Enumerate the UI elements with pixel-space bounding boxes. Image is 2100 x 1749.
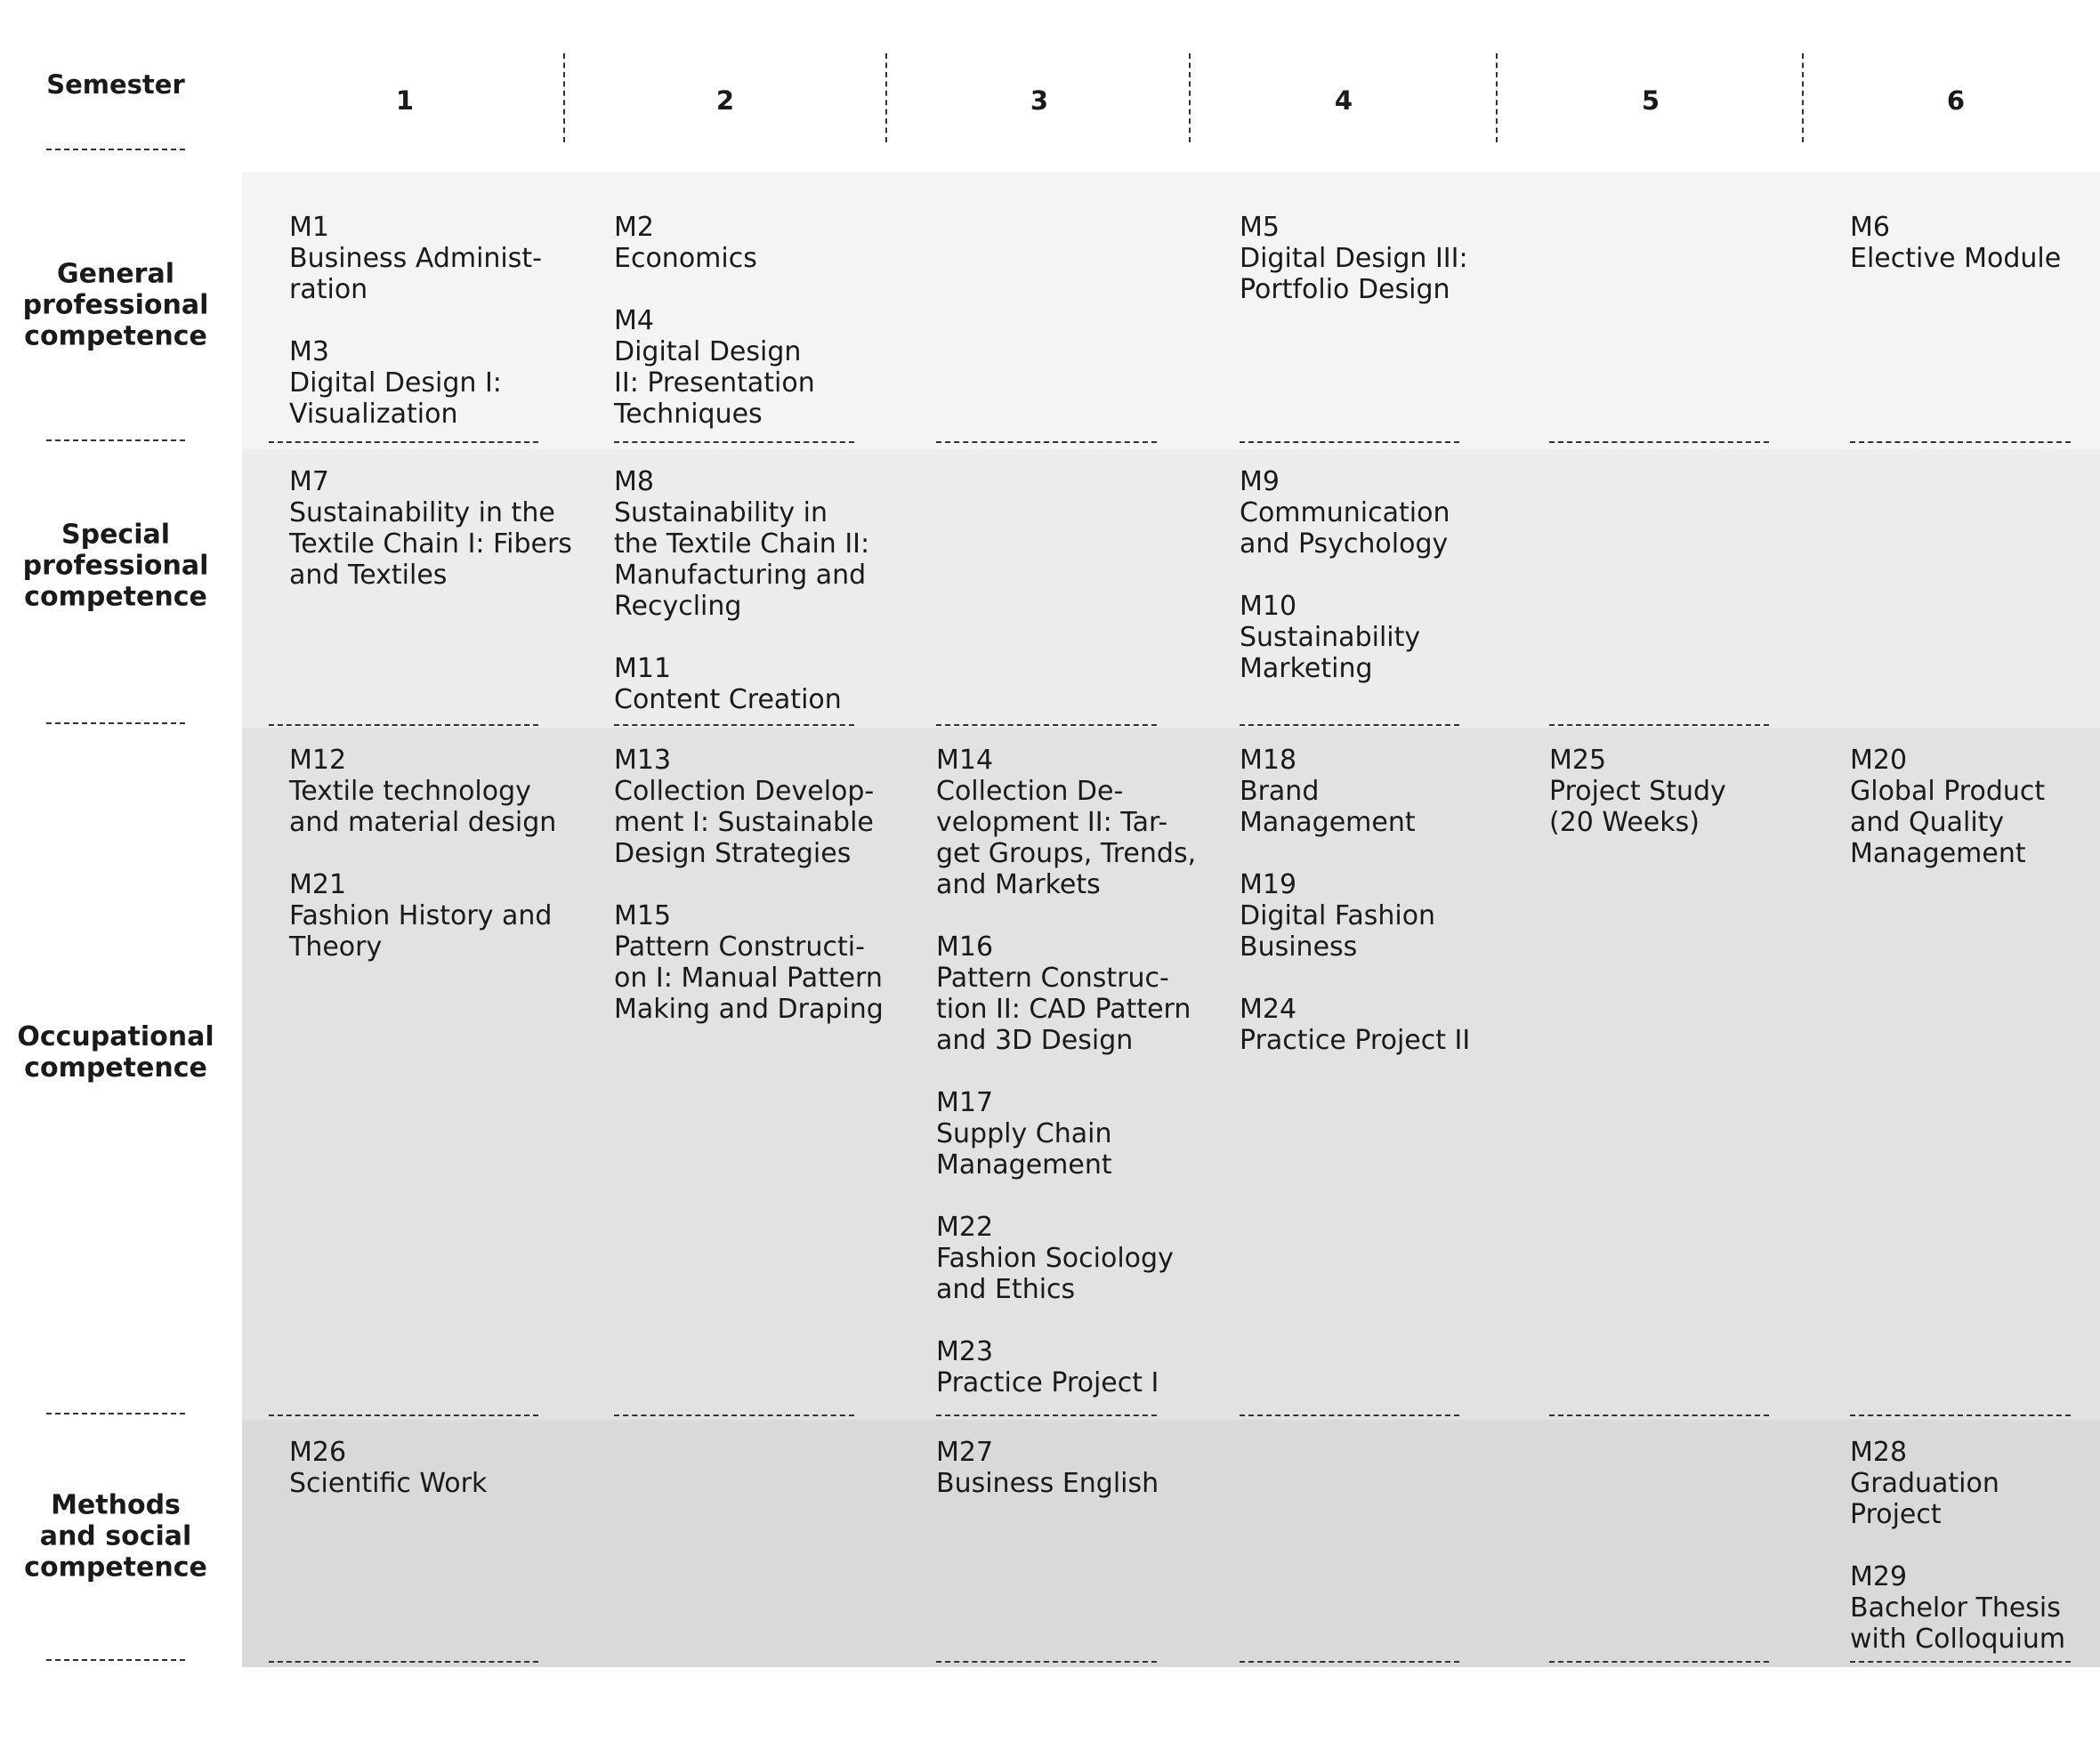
module-entry — [1240, 591, 1450, 684]
module-entry — [289, 1437, 487, 1499]
module-entry — [614, 745, 884, 869]
module-title: Elective Module — [1850, 243, 2062, 274]
module-title: Economics — [614, 243, 757, 274]
module-cell — [1240, 466, 1450, 684]
module-entry — [936, 1087, 1196, 1181]
divider — [46, 1413, 185, 1415]
module-title: Pattern Constructi- on I: Manual Pattern Making and Draping — [614, 931, 884, 1025]
divider — [1240, 1415, 1459, 1416]
divider — [1240, 1661, 1459, 1663]
module-entry — [289, 745, 556, 838]
module-title: Business English — [936, 1468, 1159, 1499]
divider — [936, 1415, 1157, 1416]
row-label: Occupational competence — [17, 1021, 214, 1084]
row-label: Methods and social competence — [24, 1489, 207, 1584]
column-divider — [1802, 53, 1804, 142]
module-title: Sustainability Marketing — [1240, 622, 1421, 684]
module-title: Digital Design III: Portfolio Design — [1240, 243, 1468, 305]
semester-number: 6 — [1946, 85, 1966, 116]
module-entry — [614, 900, 884, 1025]
module-entry — [1240, 212, 1468, 305]
module-code: M11 — [614, 653, 672, 684]
module-code: M13 — [614, 745, 672, 776]
divider — [1240, 441, 1459, 443]
divider — [1549, 1661, 1769, 1663]
module-cell — [614, 212, 815, 430]
module-entry — [936, 745, 1196, 900]
module-cell — [936, 1437, 1159, 1499]
module-code: M23 — [936, 1336, 994, 1367]
module-title: Fashion History and Theory — [289, 900, 553, 963]
module-title: Textile technology and material design — [289, 776, 557, 838]
divider — [46, 149, 185, 150]
semester-number: 2 — [715, 85, 735, 116]
semester-number: 4 — [1334, 85, 1353, 116]
module-entry — [1240, 745, 1470, 838]
module-entry — [1549, 745, 1726, 838]
divider — [1850, 441, 2071, 443]
module-code: M24 — [1240, 994, 1297, 1025]
row-background — [242, 1420, 2100, 1667]
module-entry — [614, 653, 869, 715]
module-code: M29 — [1850, 1561, 1908, 1592]
module-code: M16 — [936, 931, 994, 963]
module-code: M12 — [289, 745, 347, 776]
divider — [1549, 1415, 1769, 1416]
module-title: Sustainability in the Textile Chain I: Fibers and Textiles — [289, 497, 572, 591]
module-cell — [1240, 745, 1470, 1056]
module-cell — [1549, 745, 1726, 838]
module-title: Project Study (20 Weeks) — [1549, 776, 1726, 838]
module-code: M18 — [1240, 745, 1297, 776]
divider — [1240, 724, 1459, 726]
module-title: Digital Fashion Business — [1240, 900, 1436, 963]
module-code: M17 — [936, 1087, 994, 1118]
module-entry — [936, 1336, 1196, 1398]
module-cell — [289, 212, 542, 430]
module-title: Communication and Psychology — [1240, 497, 1450, 560]
module-title: Practice Project II — [1240, 1025, 1471, 1056]
module-code: M1 — [289, 212, 329, 243]
module-title: Graduation Project — [1850, 1468, 1999, 1530]
module-entry — [936, 1212, 1196, 1305]
module-title: Business Administ- ration — [289, 243, 542, 305]
module-code: M26 — [289, 1437, 347, 1468]
module-code: M10 — [1240, 591, 1297, 622]
module-entry — [614, 305, 815, 430]
module-code: M2 — [614, 212, 654, 243]
module-entry — [289, 212, 542, 305]
module-title: Global Product and Quality Management — [1850, 776, 2046, 869]
module-entry — [1240, 466, 1450, 560]
module-cell — [1850, 745, 2045, 869]
module-title: Collection De- velopment II: Tar- get Groups, Trends, and Markets — [936, 776, 1197, 900]
module-title: Sustainability in the Textile Chain II: Manufacturing and Recycling — [614, 497, 870, 622]
module-entry — [1850, 1561, 2065, 1655]
module-code: M21 — [289, 869, 347, 900]
module-code: M9 — [1240, 466, 1280, 497]
module-code: M6 — [1850, 212, 1890, 243]
module-code: M28 — [1850, 1437, 1908, 1468]
module-title: Pattern Construc- tion II: CAD Pattern and 3D Design — [936, 963, 1191, 1056]
module-code: M3 — [289, 336, 329, 367]
module-code: M25 — [1549, 745, 1607, 776]
divider — [1850, 1661, 2071, 1663]
module-title: Fashion Sociology and Ethics — [936, 1243, 1174, 1305]
module-code: M19 — [1240, 869, 1297, 900]
module-cell — [614, 466, 869, 715]
module-code: M5 — [1240, 212, 1280, 243]
module-code: M27 — [936, 1437, 994, 1468]
module-entry — [936, 931, 1196, 1056]
module-entry — [1850, 1437, 2065, 1530]
module-code: M14 — [936, 745, 994, 776]
module-code: M20 — [1850, 745, 1908, 776]
module-code: M22 — [936, 1212, 994, 1243]
divider — [1850, 1415, 2071, 1416]
column-divider — [563, 53, 565, 142]
module-title: Content Creation — [614, 684, 842, 715]
divider — [1549, 441, 1769, 443]
semester-number: 3 — [1030, 85, 1049, 116]
semester-number: 1 — [395, 85, 415, 116]
module-code: M4 — [614, 305, 654, 336]
module-cell — [1850, 1437, 2065, 1655]
module-entry — [614, 212, 815, 274]
module-cell — [614, 745, 884, 1025]
module-entry — [1240, 994, 1470, 1056]
semester-header: Semester — [46, 69, 185, 100]
module-title: Brand Management — [1240, 776, 1416, 838]
divider — [46, 1659, 185, 1661]
column-divider — [1496, 53, 1498, 142]
module-entry — [289, 336, 542, 430]
module-entry — [1240, 869, 1470, 963]
module-code: M15 — [614, 900, 672, 931]
module-title: Digital Design II: Presentation Techniques — [614, 336, 815, 430]
column-divider — [885, 53, 887, 142]
semester-number: 5 — [1641, 85, 1660, 116]
column-divider — [1189, 53, 1191, 142]
module-entry — [1850, 745, 2045, 869]
module-entry — [614, 466, 869, 622]
divider — [46, 439, 185, 441]
module-cell — [289, 466, 572, 591]
module-entry — [289, 466, 572, 591]
module-title: Practice Project I — [936, 1367, 1159, 1398]
divider — [614, 724, 854, 726]
module-code: M7 — [289, 466, 329, 497]
module-cell — [936, 745, 1196, 1398]
divider — [46, 722, 185, 724]
divider — [936, 724, 1157, 726]
row-label: Special professional competence — [22, 519, 209, 613]
row-label: General professional competence — [22, 258, 209, 352]
divider — [936, 441, 1157, 443]
module-title: Collection Develop- ment I: Sustainable Design Strategies — [614, 776, 875, 869]
divider — [269, 441, 538, 443]
divider — [936, 1661, 1157, 1663]
divider — [269, 1661, 538, 1663]
divider — [269, 724, 538, 726]
divider — [614, 441, 854, 443]
module-code: M8 — [614, 466, 654, 497]
module-title: Digital Design I: Visualization — [289, 367, 502, 430]
module-title: Scientific Work — [289, 1468, 488, 1499]
divider — [269, 1415, 538, 1416]
divider — [614, 1415, 854, 1416]
module-cell — [289, 1437, 487, 1499]
module-entry — [1850, 212, 2061, 274]
module-cell — [1850, 212, 2061, 274]
module-cell — [289, 745, 556, 963]
module-title: Supply Chain Management — [936, 1118, 1112, 1181]
module-cell — [1240, 212, 1468, 305]
divider — [1549, 724, 1769, 726]
module-title: Bachelor Thesis with Colloquium — [1850, 1592, 2066, 1655]
module-entry — [289, 869, 556, 963]
module-entry — [936, 1437, 1159, 1499]
